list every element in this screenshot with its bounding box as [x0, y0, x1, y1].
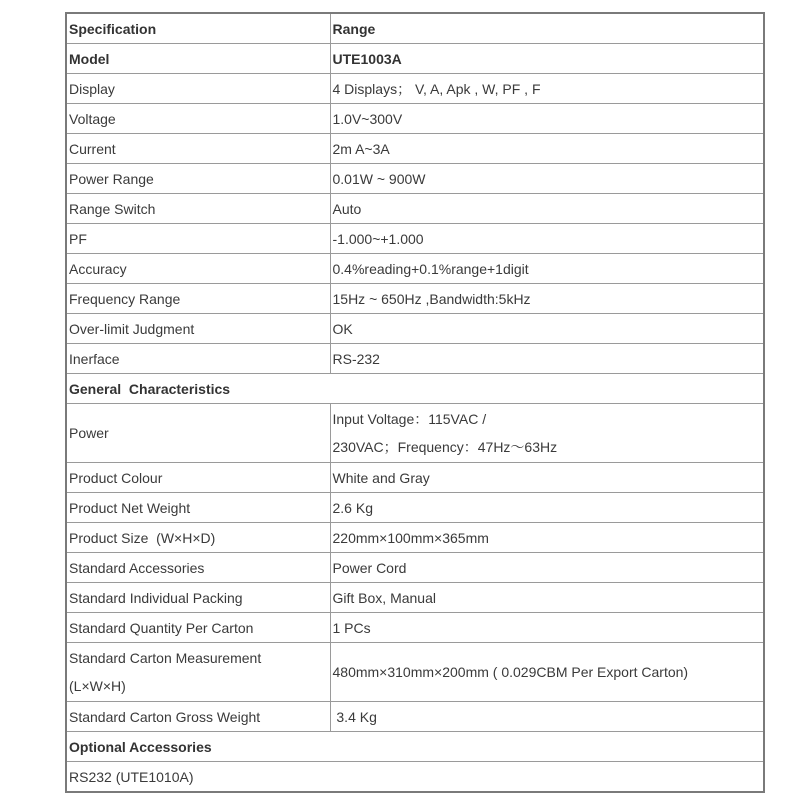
carton-measurement-label-line1: Standard Carton Measurement	[69, 650, 262, 666]
spec-value-over-limit: OK	[330, 314, 764, 344]
general-label-carton-weight: Standard Carton Gross Weight	[66, 702, 330, 732]
spec-label-power-range: Power Range	[66, 164, 330, 194]
table-row	[66, 523, 764, 553]
table-row	[66, 344, 764, 374]
table-row	[66, 314, 764, 344]
spec-sheet	[65, 12, 763, 793]
power-value-line2: 230VAC；Frequency：47Hz～63Hz	[332, 439, 558, 455]
spec-label-over-limit: Over-limit Judgment	[66, 314, 330, 344]
model-label: Model	[66, 44, 330, 74]
table-row	[66, 553, 764, 583]
header-range: Range	[330, 13, 764, 44]
model-row	[66, 44, 764, 74]
table-row	[66, 224, 764, 254]
table-row	[66, 254, 764, 284]
spec-value-frequency-range: 15Hz ~ 650Hz ,Bandwidth:5kHz	[330, 284, 764, 314]
general-value-colour: White and Gray	[330, 463, 764, 493]
spec-value-voltage: 1.0V~300V	[330, 104, 764, 134]
general-section-row	[66, 374, 764, 404]
general-label-carton-measurement	[66, 643, 330, 702]
table-row	[66, 284, 764, 314]
table-row	[66, 164, 764, 194]
spec-label-display: Display	[66, 74, 330, 104]
general-label-accessories: Standard Accessories	[66, 553, 330, 583]
spec-value-pf: -1.000~+1.000	[330, 224, 764, 254]
optional-section-row	[66, 732, 764, 762]
general-value-net-weight: 2.6 Kg	[330, 493, 764, 523]
spec-table	[65, 12, 765, 793]
table-row	[66, 762, 764, 793]
general-label-power: Power	[66, 404, 330, 463]
optional-item: RS232 (UTE1010A)	[66, 762, 764, 793]
spec-label-voltage: Voltage	[66, 104, 330, 134]
general-value-size: 220mm×100mm×365mm	[330, 523, 764, 553]
table-row	[66, 104, 764, 134]
table-row	[66, 134, 764, 164]
spec-label-interface: Inerface	[66, 344, 330, 374]
table-row	[66, 493, 764, 523]
table-row	[66, 613, 764, 643]
table-row	[66, 643, 764, 702]
spec-label-current: Current	[66, 134, 330, 164]
table-row	[66, 194, 764, 224]
general-label-packing: Standard Individual Packing	[66, 583, 330, 613]
spec-value-accuracy: 0.4%reading+0.1%range+1digit	[330, 254, 764, 284]
spec-label-range-switch: Range Switch	[66, 194, 330, 224]
table-row	[66, 74, 764, 104]
spec-value-current: 2m A~3A	[330, 134, 764, 164]
general-section-heading: General Characteristics	[66, 374, 764, 404]
model-value: UTE1003A	[330, 44, 764, 74]
general-label-size: Product Size (W×H×D)	[66, 523, 330, 553]
table-header-row	[66, 13, 764, 44]
general-value-quantity: 1 PCs	[330, 613, 764, 643]
table-row	[66, 404, 764, 463]
table-row	[66, 702, 764, 732]
table-row	[66, 583, 764, 613]
general-value-power	[330, 404, 764, 463]
general-label-net-weight: Product Net Weight	[66, 493, 330, 523]
general-label-quantity: Standard Quantity Per Carton	[66, 613, 330, 643]
carton-measurement-label-line2: (L×W×H)	[69, 678, 126, 694]
spec-value-range-switch: Auto	[330, 194, 764, 224]
optional-section-heading: Optional Accessories	[66, 732, 764, 762]
general-value-accessories: Power Cord	[330, 553, 764, 583]
spec-value-display: 4 Displays； V, A, Apk , W, PF , F	[330, 74, 764, 104]
spec-value-power-range: 0.01W ~ 900W	[330, 164, 764, 194]
general-label-colour: Product Colour	[66, 463, 330, 493]
power-value-line1: Input Voltage：115VAC /	[332, 411, 487, 427]
general-value-packing: Gift Box, Manual	[330, 583, 764, 613]
header-specification: Specification	[66, 13, 330, 44]
spec-label-frequency-range: Frequency Range	[66, 284, 330, 314]
spec-label-accuracy: Accuracy	[66, 254, 330, 284]
general-value-carton-weight: 3.4 Kg	[330, 702, 764, 732]
table-row	[66, 463, 764, 493]
general-value-carton-measurement: 480mm×310mm×200mm ( 0.029CBM Per Export Carton)	[330, 643, 764, 702]
spec-label-pf: PF	[66, 224, 330, 254]
spec-value-interface: RS-232	[330, 344, 764, 374]
